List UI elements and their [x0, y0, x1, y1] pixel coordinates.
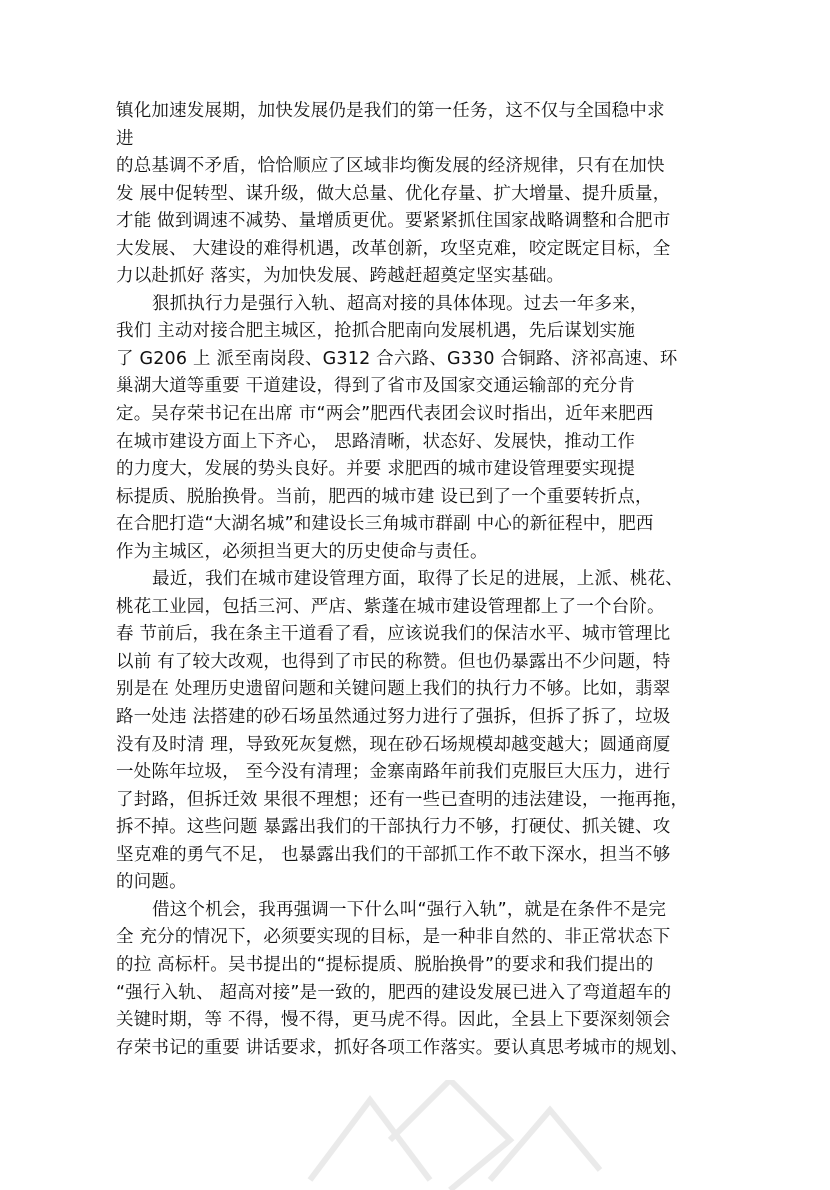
text-line: 了封路，但拆迁效 果很不理想；还有一些已查明的违法建设，一拖再拖，	[116, 789, 689, 810]
text-line: 坚克难的勇气不足， 也暴露出我们的干部抓工作不敢下深水，担当不够	[116, 844, 671, 865]
text-line: 标提质、脱胎换骨。当前，肥西的城市建 设已到了一个重要转折点，	[116, 486, 653, 507]
text-line: 镇化加速发展期，加快发展仍是我们的第一任务，这不仅与全国稳中求	[116, 101, 665, 121]
text-line: 存荣书记的重要 讲话要求，抓好各项工作落实。要认真思考城市的规划、	[116, 1037, 689, 1058]
document-body	[116, 98, 756, 1062]
text-line: 的拉 高标杆。吴书提出的“提标提质、脱胎换骨”的要求和我们提出的	[116, 954, 654, 975]
text-line: 以前 有了较大改观，也得到了市民的称赞。但也仍暴露出不少问题，特	[116, 651, 671, 672]
text-line: 关键时期，等 不得，慢不得，更马虎不得。因此，全县上下要深刻领会	[116, 1010, 671, 1031]
text-line: 定。吴存荣书记在出席 市“两会”肥西代表团会议时指出，近年来肥西	[116, 404, 654, 425]
text-line: 力以赴抓好 落实，为加快发展、跨越赶超奠定坚实基础。	[116, 266, 565, 287]
text-line: 全 充分的情况下，必须要实现的目标，是一种非自然的、非正常状态下	[116, 927, 671, 948]
text-line: 的总基调不矛盾，恰恰顺应了区域非均衡发展的经济规律，只有在加快	[116, 156, 665, 177]
text-line: 大发展、 大建设的难得机遇，改革创新，攻坚克难，咬定既定目标，全	[116, 238, 671, 259]
text-line: 一处陈年垃圾， 至今没有清理；金寨南路年前我们克服巨大压力，进行	[116, 762, 671, 783]
text-line: 作为主城区，必须担当更大的历史使命与责任。	[116, 541, 488, 562]
text-line: “强行入轨、 超高对接”是一致的，肥西的建设发展已进入了弯道超车的	[116, 982, 672, 1003]
text-line: 在城市建设方面上下齐心， 思路清晰，状态好、发展快，推动工作	[116, 431, 636, 452]
text-line: 春 节前后，我在条主干道看了看，应该说我们的保洁水平、城市管理比	[116, 624, 671, 645]
text-line: 了 G206 上 派至南岗段、G312 合六路、G330 合铜路、济祁高速、环	[116, 348, 678, 369]
paragraph-first-line: 借这个机会，我再强调一下什么叫“强行入轨”，就是在条件不是完	[152, 899, 667, 920]
paragraph-first-line: 最近，我们在城市建设管理方面，取得了长足的进展，上派、桃花、	[152, 569, 683, 590]
text-line: 巢湖大道等重要 干道建设，得到了省市及国家交通运输部的充分肯	[116, 376, 636, 397]
text-line: 的问题。	[116, 872, 187, 893]
text-line: 的力度大，发展的势头良好。并要 求肥西的城市建设管理要实现提	[116, 459, 636, 480]
text-line: 才能 做到调速不减势、量增质更优。要紧紧抓住国家战略调整和合肥市	[116, 211, 671, 232]
text-line: 在合肥打造“大湖名城”和建设长三角城市群副 中心的新征程中，肥西	[116, 514, 654, 535]
text-line: 别是在 处理历史遗留问题和关键问题上我们的执行力不够。比如，翡翠	[116, 679, 671, 700]
paragraph-first-line: 狠抓执行力是强行入轨、超高对接的具体体现。过去一年多来，	[152, 293, 648, 314]
text-line: 进	[116, 128, 134, 149]
text-line: 路一处违 法搭建的砂石场虽然通过努力进行了强拆，但拆了拆了，垃圾	[116, 707, 671, 728]
text-line: 拆不掉。这些问题 暴露出我们的干部执行力不够，打硬仗、抓关键、攻	[116, 817, 671, 838]
text-line: 发 展中促转型、谋升级，做大总量、优化存量、扩大增量、提升质量，	[116, 183, 671, 204]
text-line: 我们 主动对接合肥主城区，抢抓合肥南向发展机遇，先后谋划实施	[116, 321, 636, 342]
text-line: 没有及时清 理，导致死灰复燃，现在砂石场规模却越变越大；圆通商厦	[116, 734, 671, 755]
text-line: 桃花工业园，包括三河、严店、紫蓬在城市建设管理都上了一个台阶。	[116, 596, 665, 617]
